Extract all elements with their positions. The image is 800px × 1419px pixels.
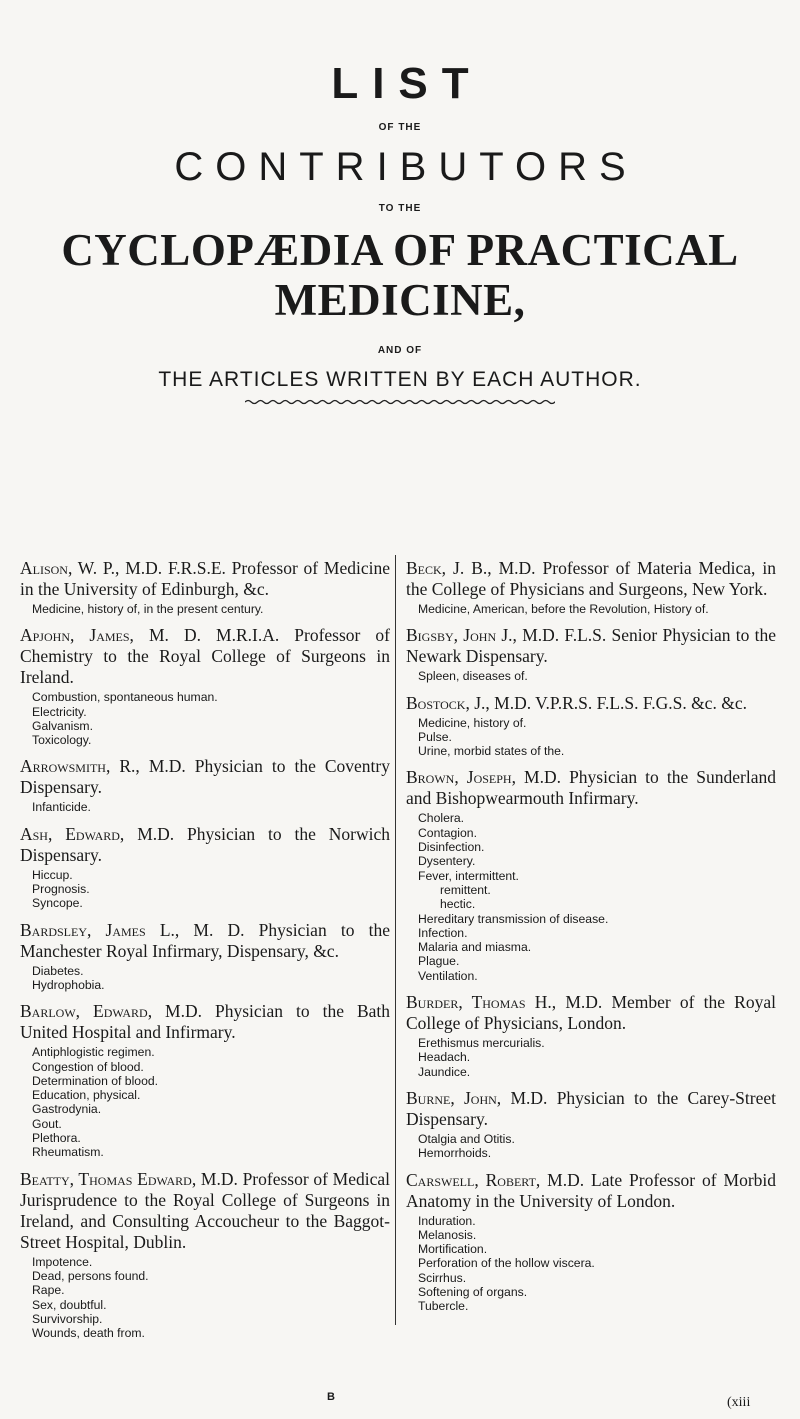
contributor-heading [406, 558, 776, 600]
article-item: Galvanism. [32, 718, 93, 733]
contributor-heading [406, 693, 776, 714]
contributor-entry [20, 558, 390, 616]
contributor-name: Bostock, J., [406, 692, 490, 713]
contributor-heading [406, 1170, 776, 1212]
contributor-credentials: M.D. Physician to the Norwich Dispensary. [20, 823, 390, 865]
contributor-entry [406, 767, 776, 983]
article-list [406, 602, 776, 616]
article-item: Infanticide. [32, 800, 91, 815]
article-item: Prognosis. [32, 882, 90, 897]
contributor-name: Arrowsmith, R., [20, 756, 140, 777]
article-item: hectic. [440, 897, 476, 912]
contributor-name: Bigsby, John J., [406, 625, 517, 646]
article-item: Mortification. [418, 1242, 488, 1257]
contributor-heading [406, 992, 776, 1034]
article-list [406, 1132, 776, 1161]
title-block [0, 60, 800, 392]
right-column [406, 558, 776, 1323]
article-item: Electricity. [32, 704, 87, 719]
contributor-entry [406, 992, 776, 1079]
article-list [406, 1214, 776, 1314]
article-item: Gout. [32, 1116, 62, 1131]
article-item: Gastrodynia. [32, 1102, 102, 1117]
contributor-credentials: M.D. Professor of Materia Medica, in the College of Physicians and Surgeons, New York. [406, 558, 777, 599]
article-list [406, 1036, 776, 1079]
contributor-entry [20, 625, 390, 747]
article-list [406, 716, 776, 759]
contributor-credentials: M.D. Physician to the Carey-Street Dispensary. [406, 1087, 776, 1129]
article-item: Malaria and miasma. [418, 940, 532, 955]
article-item: Hereditary transmission of disease. [418, 911, 609, 926]
article-item: Ventilation. [418, 968, 478, 983]
signature-mark: B [327, 1391, 335, 1403]
article-list [20, 690, 390, 747]
contributor-name: Alison, W. P., [20, 558, 120, 578]
article-item: Antiphlogistic regimen. [32, 1045, 155, 1060]
article-item: Cholera. [418, 811, 465, 826]
contributor-entry [406, 693, 776, 759]
contributor-entry [406, 1088, 776, 1161]
article-item: Fever, intermittent. [418, 868, 519, 883]
article-item: Hemorrhoids. [418, 1146, 492, 1161]
article-list [20, 868, 390, 911]
article-item: Urine, morbid states of the. [418, 744, 565, 759]
article-item: Syncope. [32, 896, 83, 911]
contributor-name: Ash, Edward, [20, 823, 125, 844]
contributor-credentials: M.D. Late Professor of Morbid Anatomy in the University of London. [406, 1169, 777, 1211]
article-list [406, 669, 776, 683]
article-list [20, 1045, 390, 1159]
article-item: Spleen, diseases of. [418, 669, 528, 684]
contributor-name: Bardsley, James L., [20, 919, 180, 940]
contributor-name: Carswell, Robert, [406, 1169, 541, 1190]
contributor-credentials: M.D. F.L.S. Senior Physician to the Newark Dispensary. [406, 625, 777, 667]
title-of-the: OF THE [378, 122, 422, 134]
article-item: Otalgia and Otitis. [418, 1131, 515, 1146]
contributor-name: Beck, J. B., [406, 558, 492, 578]
contributor-credentials: M.D. F.R.S.E. Professor of Medicine in the University of Edinburgh, &c. [20, 558, 390, 599]
article-item: Education, physical. [32, 1088, 141, 1103]
article-item: Determination of blood. [32, 1073, 159, 1088]
article-item: Diabetes. [32, 963, 84, 978]
article-item: Hiccup. [32, 867, 73, 882]
contributor-name: Burne, John, [406, 1087, 502, 1108]
article-item: Jaundice. [418, 1064, 471, 1079]
article-item: Sex, doubtful. [32, 1297, 107, 1312]
article-item: Erethismus mercurialis. [418, 1036, 545, 1051]
contributor-credentials: M.D. Physician to the Coventry Dispensary. [20, 756, 390, 798]
contributor-name: Brown, Joseph, [406, 767, 516, 788]
contributor-heading [20, 1169, 390, 1253]
contributor-credentials: M.D. Physician to the Sunderland and Bishopwearmouth Infirmary. [406, 767, 777, 809]
article-item: Combustion, spontaneous human. [32, 690, 218, 705]
contributor-credentials: M.D. Professor of Medical Jurisprudence to the Royal College of Surgeons in Ireland, and Consulting Accoucheur to the Baggot-Street Hospital, Dublin. [20, 1168, 390, 1252]
article-item: Hydrophobia. [32, 977, 105, 992]
contributor-heading [20, 824, 390, 866]
contributor-heading [20, 920, 390, 962]
title-list: LIST [331, 59, 483, 108]
contributor-heading [20, 558, 390, 600]
article-list [406, 811, 776, 983]
decorative-wavy-rule [245, 398, 555, 406]
title-articles: THE ARTICLES WRITTEN BY EACH AUTHOR. [158, 368, 642, 392]
title-and-of: AND OF [377, 345, 423, 357]
article-item: Induration. [418, 1213, 476, 1228]
article-list [20, 602, 390, 616]
article-list [20, 800, 390, 814]
article-item: Impotence. [32, 1254, 93, 1269]
article-item: Medicine, history of, in the present century. [32, 602, 264, 616]
contributor-credentials: M.D. Physician to the Bath United Hospital and Infirmary. [20, 1001, 390, 1043]
article-item: Pulse. [418, 729, 452, 744]
article-item: Softening of organs. [418, 1285, 528, 1300]
contributor-entry [20, 1169, 390, 1341]
contributor-name: Burder, Thomas H., [406, 992, 557, 1013]
contributor-heading [406, 1088, 776, 1130]
contributor-entry [406, 625, 776, 683]
contributor-heading [20, 1001, 390, 1043]
contributor-entry [20, 1001, 390, 1159]
contributor-credentials: M. D. M.R.I.A. Professor of Chemistry to the Royal College of Surgeons in Ireland. [20, 625, 390, 688]
article-item: Contagion. [418, 825, 477, 840]
contributor-entry [406, 558, 776, 616]
article-item: Wounds, death from. [32, 1326, 145, 1341]
article-item: Rape. [32, 1283, 65, 1298]
article-item: Melanosis. [418, 1227, 477, 1242]
title-to-the: TO THE [378, 203, 422, 215]
article-item: Infection. [418, 925, 468, 940]
article-list [20, 964, 390, 993]
contributor-name: Barlow, Edward, [20, 1001, 153, 1022]
contributor-entry [20, 824, 390, 911]
article-item: Disinfection. [418, 840, 485, 855]
contributor-entry [406, 1170, 776, 1314]
contributor-heading [406, 767, 776, 809]
article-item: Rheumatism. [32, 1145, 104, 1160]
contributor-entry [20, 756, 390, 814]
article-item: Dead, persons found. [32, 1268, 149, 1283]
article-item: Dysentery. [418, 854, 476, 869]
column-divider [395, 555, 396, 1325]
contributor-name: Beatty, Thomas Edward, [20, 1168, 197, 1189]
contributor-heading [406, 625, 776, 667]
article-item: Scirrhus. [418, 1270, 467, 1285]
article-item: Headach. [418, 1050, 471, 1065]
title-contributors: CONTRIBUTORS [174, 145, 638, 190]
contributor-credentials: M. D. Physician to the Manchester Royal Infirmary, Dispensary, &c. [20, 919, 390, 961]
left-column [20, 558, 390, 1349]
article-item: Perforation of the hollow viscera. [418, 1256, 595, 1271]
article-item: Plague. [418, 954, 460, 969]
title-work: CYCLOPÆDIA OF PRACTICAL MEDICINE, [61, 225, 739, 325]
contributor-entry [20, 920, 390, 993]
contributor-credentials: M.D. Member of the Royal College of Physicians, London. [406, 992, 776, 1034]
article-item: Toxicology. [32, 733, 92, 748]
article-item: Medicine, history of. [418, 715, 527, 730]
article-item: Tubercle. [418, 1299, 469, 1314]
contributor-credentials: M.D. V.P.R.S. F.L.S. F.G.S. &c. &c. [489, 692, 747, 713]
article-item: Survivorship. [32, 1311, 103, 1326]
article-item: Plethora. [32, 1131, 81, 1146]
article-item: Medicine, American, before the Revolution, History of. [418, 602, 709, 616]
article-list [20, 1255, 390, 1341]
article-item: Congestion of blood. [32, 1059, 144, 1074]
contributor-heading [20, 756, 390, 798]
page-number: (xiii [727, 1395, 751, 1410]
contributor-name: Apjohn, James, [20, 625, 134, 646]
article-item: remittent. [440, 882, 491, 897]
contributor-heading [20, 625, 390, 688]
